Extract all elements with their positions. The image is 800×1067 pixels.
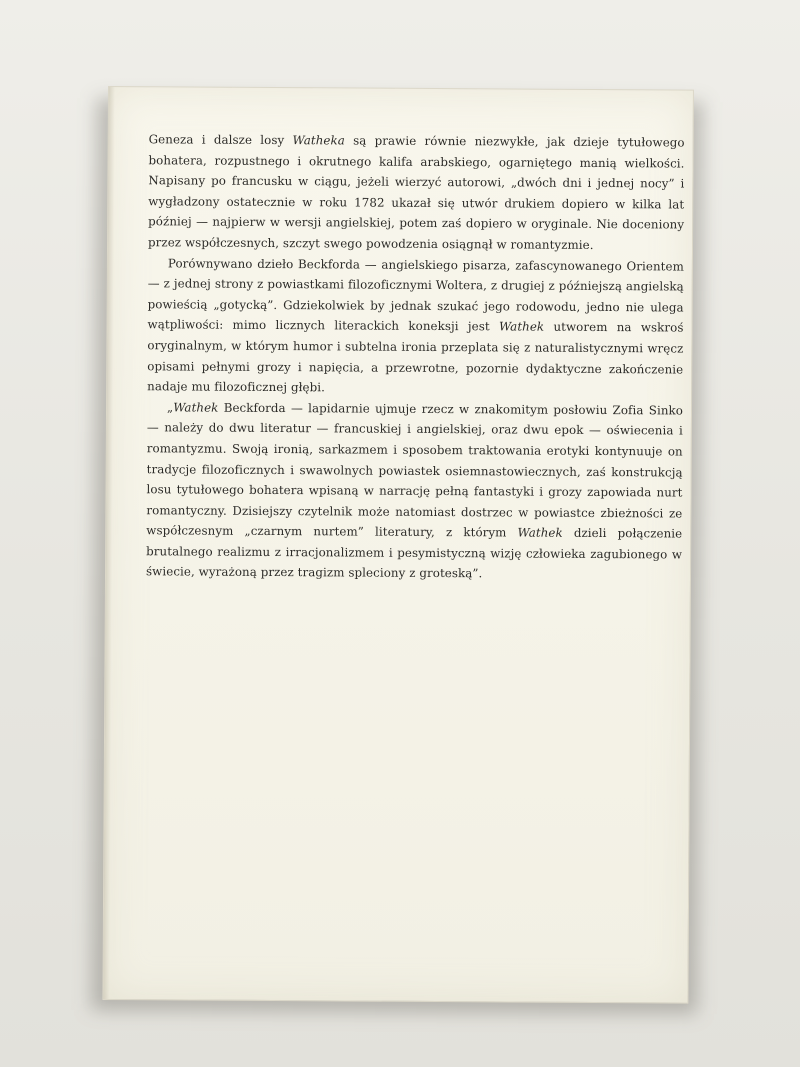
book-back-cover xyxy=(102,86,694,1004)
text-run: dzieli połączenie brutalnego realizmu z irracjonalizmem i pesymistyczną wizję człowieka zagubionego w świecie, wyrażoną przez tragizm spleciony z groteską”. xyxy=(145,526,683,581)
text-run: „ xyxy=(166,400,174,415)
text-run: Wathek xyxy=(498,319,545,335)
text-run: Wathek xyxy=(517,525,563,541)
blurb-paragraph-3 xyxy=(146,397,683,586)
text-run: Watheka xyxy=(292,133,345,148)
blurb-paragraph-1 xyxy=(148,129,685,256)
text-run: Wathek xyxy=(173,400,219,415)
text-run: Beckforda — lapidarnie ujmuje rzecz w znakomitym posłowiu Zofia Sinko — należy do dwu literatur — francuskiej i angielskiej, oraz dwu epok — oświecenia i romantyzmu. Swoją ironią, sarkazmem i sposobem traktowania erotyki kontynuuje on tradycje filozoficznych i swawolnych powiastek osiemnastowiecznych, zaś konstrukcją losu tytułowego bohatera wpisaną w narrację pełną fantastyki i grozy zapowiada nurt romantyczny. Dzisiejszy czytelnik może natomiast dostrzec w powiastce zbieżności ze współczesnym „czarnym nurtem” literatury, z którym xyxy=(146,400,684,540)
text-run: Geneza i dalsze losy xyxy=(148,132,293,148)
blurb-paragraph-2 xyxy=(147,253,684,400)
text-run: utworem na wskroś oryginalnym, w którym humor i subtelna ironia przeplata się z naturalistycznymi wręcz opisami pełnymi grozy i napięcia, a przewrotne, pozornie dydaktyczne zakończenie nadaje mu filozoficznej głębi. xyxy=(147,320,684,395)
text-run: Porównywano dzieło Beckforda — angielskiego pisarza, zafascynowanego Orientem — z jednej strony z powiastkami filozoficznymi Woltera, z drugiej z późniejszą angielską powieścią „gotycką”. Gdziekolwiek by jednak szukać jego rodowodu, jedno nie ulega wątpliwości: mimo licznych literackich koneksji jest xyxy=(147,255,684,334)
text-run: są prawie równie niezwykłe, jak dzieje tytułowego bohatera, rozpustnego i okrutnego kalifa arabskiego, ogarniętego manią wielkości. Napisany po francusku w ciągu, jeżeli wierzyć autorowi, „dwóch dni i jednej nocy” i wygładzony ostatecznie w roku 1782 ukazał się utwór drukiem dopiero w kilka lat później — najpierw w wersji angielskiej, potem zaś dopiero w oryginale. Nie doceniony przez współczesnych, szczyt swego powodzenia osiągnął w romantyzmie. xyxy=(148,133,685,252)
cover-blurb xyxy=(146,129,685,585)
